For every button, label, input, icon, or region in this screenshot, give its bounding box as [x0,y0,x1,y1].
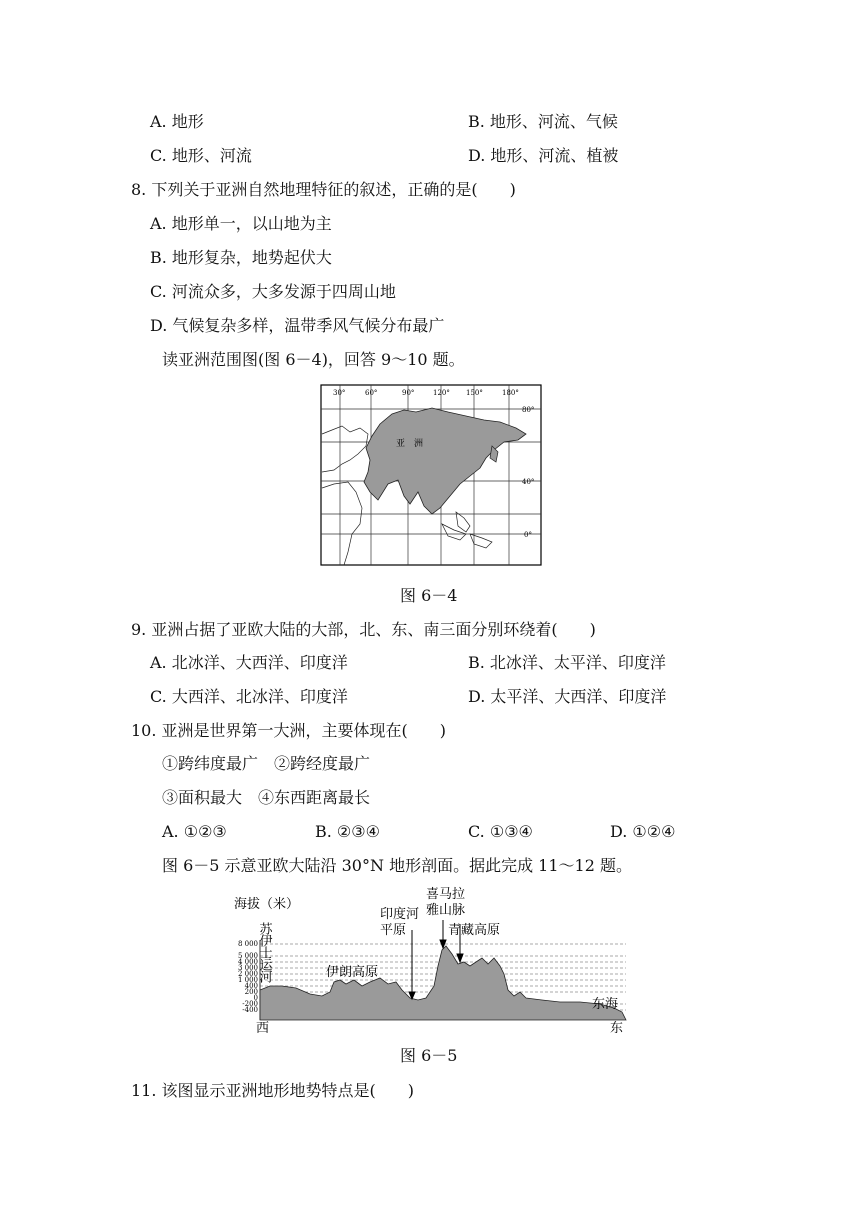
q10-option-b: B. ②③④ [315,822,380,841]
q7-option-a: A. 地形 [150,112,204,131]
q9-option-d: D. 太平洋、大西洋、印度洋 [468,687,667,706]
y-axis-title: 海拔（米） [234,897,300,912]
label-himalaya-line1: 喜马拉 [426,887,466,902]
y-tick: 400 [244,982,258,990]
figure-6-4-caption: 图 6－4 [400,586,458,605]
q7-option-c: C. 地形、河流 [150,146,252,165]
q8-stem: 8. 下列关于亚洲自然地理特征的叙述，正确的是( ) [131,180,516,199]
y-tick: 4 000 [237,958,258,966]
lon-label-180: 180° [502,389,519,397]
profile-area [260,946,626,1020]
q9-option-c: C. 大西洋、北冰洋、印度洋 [150,687,348,706]
q10-option-a: A. ①②③ [162,822,227,841]
terrain-profile [230,882,630,1034]
y-tick-labels [238,940,258,1014]
lon-label-120: 120° [433,389,450,397]
y-tick: 3 000 [237,964,258,972]
y-tick: -200 [242,1000,258,1008]
q10-stem: 10. 亚洲是世界第一大洲，主要体现在( ) [131,721,447,740]
q10-option-d: D. ①②④ [610,822,676,841]
q8-option-b: B. 地形复杂，地势起伏大 [150,248,332,267]
label-east: 东 [610,1021,624,1034]
map-intro: 读亚洲范围图(图 6－4)，回答 9～10 题。 [162,350,465,369]
label-himalaya-line2: 雅山脉 [426,903,466,918]
q7-option-d: D. 地形、河流、植被 [468,146,619,165]
lat-label-0: 0° [524,531,532,539]
figure-6-5-caption: 图 6－5 [400,1046,458,1065]
label-tibetan-plateau: 青藏高原 [448,923,501,938]
q10-option-c: C. ①③④ [468,822,533,841]
q9-option-a: A. 北冰洋、大西洋、印度洋 [150,653,348,672]
asia-range-map [320,384,542,566]
lon-label-60: 60° [365,389,378,397]
q9-option-b: B. 北冰洋、太平洋、印度洋 [468,653,666,672]
q7-option-b: B. 地形、河流、气候 [468,112,618,131]
label-suez-canal: 苏伊士运河 [256,922,272,982]
profile-intro: 图 6－5 示意亚欧大陆沿 30°N 地形剖面。据此完成 11～12 题。 [162,856,632,875]
y-tick: 200 [244,988,258,996]
q8-option-d: D. 气候复杂多样，温带季风气候分布最广 [150,316,445,335]
label-west: 西 [256,1021,270,1034]
q10-statement-1: ①跨纬度最广 ②跨经度最广 [162,754,371,773]
lon-label-150: 150° [466,389,483,397]
lat-label-40: 40° [522,478,535,486]
q8-option-a: A. 地形单一，以山地为主 [150,214,332,233]
label-indus-line1: 印度河 [380,907,420,922]
label-indus-line2: 平原 [380,923,407,938]
label-iranian-plateau: 伊朗高原 [326,965,379,980]
label-east-china-sea: 东海 [592,997,619,1012]
continent-label: 亚 洲 [396,439,424,449]
q11-stem: 11. 该图显示亚洲地形地势特点是( ) [131,1081,415,1100]
q10-statement-2: ③面积最大 ④东西距离最长 [162,788,371,807]
y-tick: 8 000 [237,940,258,948]
lat-label-80: 80° [522,406,535,414]
y-tick: -400 [242,1006,258,1014]
q8-option-c: C. 河流众多，大多发源于四周山地 [150,282,396,301]
y-tick: 1 000 [237,976,258,984]
lon-label-90: 90° [402,389,415,397]
q9-stem: 9. 亚洲占据了亚欧大陆的大部，北、东、南三面分别环绕着( ) [131,620,596,639]
y-tick: 2 000 [237,970,258,978]
y-tick: 5 000 [237,952,258,960]
lon-label-30: 30° [333,389,346,397]
y-tick: 0 [253,994,258,1002]
